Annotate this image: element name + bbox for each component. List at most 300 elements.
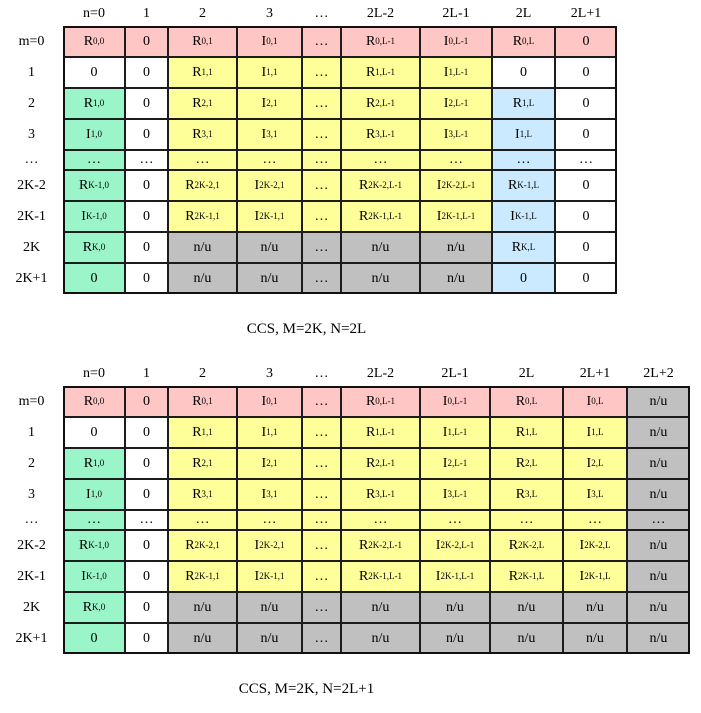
matrix-cell [168,201,237,232]
row-header: 2 [0,448,63,479]
cell-value: R [192,33,202,49]
matrix-cell [125,592,168,623]
matrix-cell [563,510,627,530]
ccs-table-odd-n [0,362,701,654]
matrix-cell [168,623,237,654]
cell-value: R [358,568,369,584]
cell-value: R [508,537,519,553]
matrix-cell [125,417,168,448]
cell-subscript: 3,L-1 [448,129,469,139]
cell-value: … [373,152,388,167]
matrix-cell [627,592,690,623]
cell-subscript: 1,L-1 [375,427,396,437]
cell-value: n/u [193,599,212,615]
cell-subscript: 2,L [525,458,538,468]
matrix-cell [302,201,341,232]
matrix-cell [125,26,168,57]
cell-value: n/u [649,455,668,471]
matrix-cell [341,530,420,561]
cell-value: n/u [517,630,536,646]
row-header: 1 [0,417,63,448]
col-header: 2L-1 [420,2,492,26]
caption-odd-n: CCS, M=2K, N=2L+1 [238,681,375,697]
cell-value: I [254,208,260,224]
cell-value: n/u [371,239,390,255]
cell-value: n/u [586,599,604,615]
row-header: 3 [0,119,63,150]
matrix-cell [125,88,168,119]
row-header: 2K-1 [0,201,63,232]
matrix-cell [63,232,125,263]
cell-subscript: K-1,0 [88,540,110,550]
cell-value: I [436,177,442,193]
cell-value: … [195,512,210,527]
col-header: 1 [125,362,168,386]
matrix-cell [341,592,420,623]
cell-value: R [508,568,519,584]
matrix-cell [341,119,420,150]
matrix-cell [168,26,237,57]
cell-value: R [82,239,93,255]
matrix-cell [420,417,490,448]
cell-value: n/u [649,599,668,615]
corner-spacer [0,362,63,386]
matrix-cell [237,592,302,623]
cell-value: I [261,486,267,502]
matrix-cell [490,448,563,479]
matrix-cell [492,88,555,119]
cell-value: n/u [371,270,390,286]
cell-value: n/u [446,599,464,615]
cell-value: 0 [143,33,150,49]
cell-subscript: 1,L [591,427,604,437]
cell-value: R [83,33,94,49]
matrix-cell [627,386,690,417]
cell-value: I [86,486,91,502]
row-header: 1 [0,57,63,88]
cell-value: n/u [260,630,279,646]
matrix-cell [237,263,302,294]
matrix-cell [627,417,690,448]
cell-value: … [519,512,534,527]
matrix-cell [490,561,563,592]
cell-subscript: 3,1 [266,489,278,499]
cell-value: I [442,393,448,409]
cell-value: n/u [193,630,212,646]
cell-value: I [261,33,267,49]
matrix-cell [125,57,168,88]
matrix-cell [63,88,125,119]
cell-subscript: 0,L-1 [375,36,396,46]
cell-value: R [83,95,94,111]
matrix-cell [563,623,627,654]
cell-subscript: 2K-1,1 [259,571,285,581]
cell-subscript: 2K-1,L-1 [368,571,403,581]
cell-subscript: 2K-1,1 [194,571,220,581]
col-header: 2L [492,2,555,26]
cell-value: 0 [143,424,150,440]
matrix-cell [302,263,341,294]
cell-subscript: 2K-1,1 [194,211,220,221]
cell-value: 0 [143,64,150,80]
cell-subscript: 2,L-1 [375,98,396,108]
matrix-cell [627,623,690,654]
cell-value: I [442,424,448,440]
matrix-cell [490,386,563,417]
matrix-cell [420,510,490,530]
matrix-cell [168,386,237,417]
cell-subscript: 3,1 [201,129,213,139]
cell-value: R [192,455,202,471]
col-header: 2L-2 [341,362,420,386]
matrix-cell [302,119,341,150]
cell-value: … [314,393,329,409]
cell-value: n/u [260,270,279,286]
cell-value: 0 [143,95,150,111]
cell-subscript: 2,L-1 [375,458,396,468]
matrix-cell [420,623,490,654]
cell-subscript: K,L [521,242,536,252]
cell-value: I [81,568,86,584]
cell-value: 0 [143,537,150,553]
cell-value: … [579,152,593,167]
cell-value: n/u [649,486,668,502]
matrix-cell [63,623,125,654]
cell-value: … [314,424,329,440]
cell-value: … [314,177,329,193]
cell-subscript: 1,0 [93,458,105,468]
matrix-cell [302,530,341,561]
cell-value: I [579,537,585,553]
cell-subscript: 2K-2,1 [194,540,220,550]
matrix-cell [302,510,341,530]
matrix-cell [237,479,302,510]
cell-value: … [139,512,154,527]
cell-subscript: 2K-2,1 [194,180,220,190]
cell-value: n/u [446,630,464,646]
matrix-cell [420,232,492,263]
cell-value: 0 [143,455,150,471]
cell-value: R [365,455,376,471]
cell-value: … [314,95,329,111]
matrix-cell [420,263,492,294]
matrix-cell [555,119,617,150]
cell-subscript: 0,1 [266,36,278,46]
matrix-cell [341,57,420,88]
matrix-cell [341,201,420,232]
matrix-cell [420,170,492,201]
matrix-cell [302,232,341,263]
matrix-cell [237,88,302,119]
cell-value: … [651,512,666,527]
cell-subscript: 1,0 [93,98,105,108]
cell-value: … [87,512,101,527]
matrix-cell [492,263,555,294]
cell-subscript: 0,1 [266,396,278,406]
row-header: 3 [0,479,63,510]
matrix-cell [341,170,420,201]
cell-subscript: 0,L [525,396,538,406]
matrix-cell [168,479,237,510]
cell-subscript: 3,L [591,489,604,499]
cell-value: I [254,537,260,553]
matrix-cell [237,448,302,479]
cell-subscript: 0,L [591,396,604,406]
col-header: 3 [237,362,302,386]
cell-value: 0 [582,95,590,111]
cell-value: 0 [143,177,150,193]
matrix-cell [237,417,302,448]
cell-value: R [358,177,369,193]
cell-value: n/u [447,239,465,255]
matrix-cell [555,57,617,88]
matrix-cell [302,479,341,510]
cell-subscript: 0,L [522,36,535,46]
matrix-cell [341,417,420,448]
cell-value: 0 [90,630,98,646]
matrix-cell [555,201,617,232]
cell-value: I [254,177,260,193]
cell-subscript: 1,L-1 [375,67,396,77]
matrix-cell [492,150,555,170]
cell-subscript: 0,1 [201,396,213,406]
cell-value: … [314,568,329,584]
cell-value: R [358,208,369,224]
ccs-table-even-block [0,2,701,338]
row-header: … [0,510,63,530]
cell-value: R [358,537,369,553]
cell-value: … [314,512,329,527]
cell-value: R [365,424,376,440]
cell-subscript: 3,1 [201,489,213,499]
cell-value: I [515,126,520,142]
matrix-cell [302,417,341,448]
matrix-cell [168,417,237,448]
cell-subscript: 2,1 [201,98,213,108]
cell-subscript: 0,L-1 [375,396,396,406]
cell-subscript: 0,1 [201,36,213,46]
cell-subscript: K,0 [92,602,106,612]
matrix-cell [125,623,168,654]
matrix-cell [237,510,302,530]
cell-subscript: 2K-2,L-1 [368,180,403,190]
matrix-cell [420,530,490,561]
cell-value: n/u [260,239,279,255]
cell-value: I [86,126,91,142]
cell-subscript: 3,L [525,489,538,499]
matrix-cell [125,510,168,530]
matrix-cell [168,232,237,263]
matrix-cell [492,119,555,150]
matrix-cell [492,57,555,88]
cell-subscript: K-1,0 [88,180,110,190]
matrix-cell [302,150,341,170]
matrix-cell [302,448,341,479]
cell-subscript: 2K-1,L-1 [440,571,475,581]
matrix-cell [237,561,302,592]
col-header: 3 [237,2,302,26]
matrix-cell [627,448,690,479]
matrix-cell [341,561,420,592]
matrix-cell [125,119,168,150]
cell-value: R [515,424,526,440]
cell-value: I [261,126,267,142]
matrix-cell [168,448,237,479]
matrix-cell [420,57,492,88]
cell-value: I [586,455,592,471]
cell-subscript: 1,L [522,98,535,108]
cell-value: R [365,64,376,80]
matrix-cell [63,26,125,57]
cell-value: … [314,126,329,142]
cell-value: … [314,599,329,615]
cell-subscript: K,0 [92,242,106,252]
cell-subscript: K-1,L [517,180,540,190]
matrix-cell [555,88,617,119]
cell-value: I [443,95,449,111]
cell-subscript: 3,L-1 [375,489,396,499]
matrix-cell [125,448,168,479]
cell-value: I [586,424,592,440]
row-header: 2K+1 [0,263,63,294]
cell-value: n/u [371,599,390,615]
cell-value: 0 [143,599,150,615]
cell-value: … [448,512,462,527]
matrix-cell [555,170,617,201]
cell-subscript: K-1,0 [85,571,107,581]
col-header: … [302,2,341,26]
cell-value: R [365,33,376,49]
cell-value: … [314,208,329,224]
col-header: 2L+2 [627,362,690,386]
cell-value: … [314,239,329,255]
cell-subscript: 3,L-1 [447,489,468,499]
cell-value: I [261,95,267,111]
matrix-cell [302,26,341,57]
cell-value: … [314,270,329,286]
cell-value: R [185,208,195,224]
cell-value: 0 [143,239,150,255]
row-header: 2K+1 [0,623,63,654]
matrix-cell [125,386,168,417]
cell-value: n/u [260,599,279,615]
cell-value: 0 [582,33,590,49]
cell-value: I [443,64,449,80]
cell-value: I [435,568,441,584]
row-header: 2K-2 [0,170,63,201]
matrix-cell [168,170,237,201]
cell-value: n/u [517,599,536,615]
cell-value: I [261,455,267,471]
cell-value: R [82,599,93,615]
cell-value: R [185,537,195,553]
matrix-cell [555,26,617,57]
matrix-cell [563,386,627,417]
matrix-cell [168,592,237,623]
cell-value: R [515,455,526,471]
cell-subscript: 2K-2,1 [259,540,285,550]
cell-subscript: 1,L [519,129,532,139]
row-header: 2K [0,592,63,623]
cell-value: R [365,95,376,111]
cell-value: R [511,239,522,255]
cell-value: 0 [582,126,590,142]
matrix-cell [125,150,168,170]
cell-subscript: 2,L-1 [448,98,469,108]
matrix-cell [627,530,690,561]
cell-value: … [449,152,463,167]
matrix-cell [555,150,617,170]
matrix-cell [63,592,125,623]
cell-value: R [185,177,195,193]
matrix-cell [420,448,490,479]
cell-value: … [195,152,210,167]
cell-value: 0 [143,486,150,502]
matrix-cell [237,150,302,170]
cell-subscript: 2K-2,L [518,540,545,550]
matrix-cell [563,592,627,623]
matrix-cell [237,386,302,417]
cell-value: I [443,33,449,49]
matrix-cell [492,201,555,232]
matrix-cell [63,170,125,201]
matrix-cell [563,561,627,592]
cell-value: … [262,512,277,527]
matrix-cell [168,57,237,88]
cell-value: 0 [582,64,590,80]
cell-value: I [510,208,515,224]
matrix-cell [125,201,168,232]
matrix-cell [168,88,237,119]
row-header: 2K [0,232,63,263]
cell-value: 0 [520,270,527,286]
matrix-cell [63,263,125,294]
matrix-cell [237,26,302,57]
matrix-cell [302,623,341,654]
cell-value: R [192,95,202,111]
matrix-cell [341,479,420,510]
matrix-cell [168,561,237,592]
cell-subscript: 1,1 [266,427,278,437]
cell-value: n/u [193,239,212,255]
matrix-cell [563,479,627,510]
cell-value: n/u [447,270,465,286]
ccs-table-even-n [0,2,701,294]
matrix-cell [341,623,420,654]
col-header: n=0 [63,362,125,386]
matrix-cell [125,263,168,294]
cell-value: … [314,64,329,80]
matrix-cell [490,417,563,448]
matrix-cell [237,170,302,201]
cell-value: 0 [582,208,590,224]
matrix-cell [420,386,490,417]
cell-value: I [579,568,585,584]
matrix-cell [237,530,302,561]
cell-subscript: 2K-1,L [518,571,545,581]
cell-value: n/u [649,630,668,646]
cell-subscript: 2K-1,1 [259,211,285,221]
cell-value: … [588,512,602,527]
cell-value: 0 [582,239,590,255]
matrix-cell [302,57,341,88]
matrix-cell [63,57,125,88]
cell-value: I [442,486,448,502]
col-header: 2L+1 [563,362,627,386]
matrix-cell [237,232,302,263]
cell-value: R [192,126,202,142]
cell-value: 0 [143,270,150,286]
